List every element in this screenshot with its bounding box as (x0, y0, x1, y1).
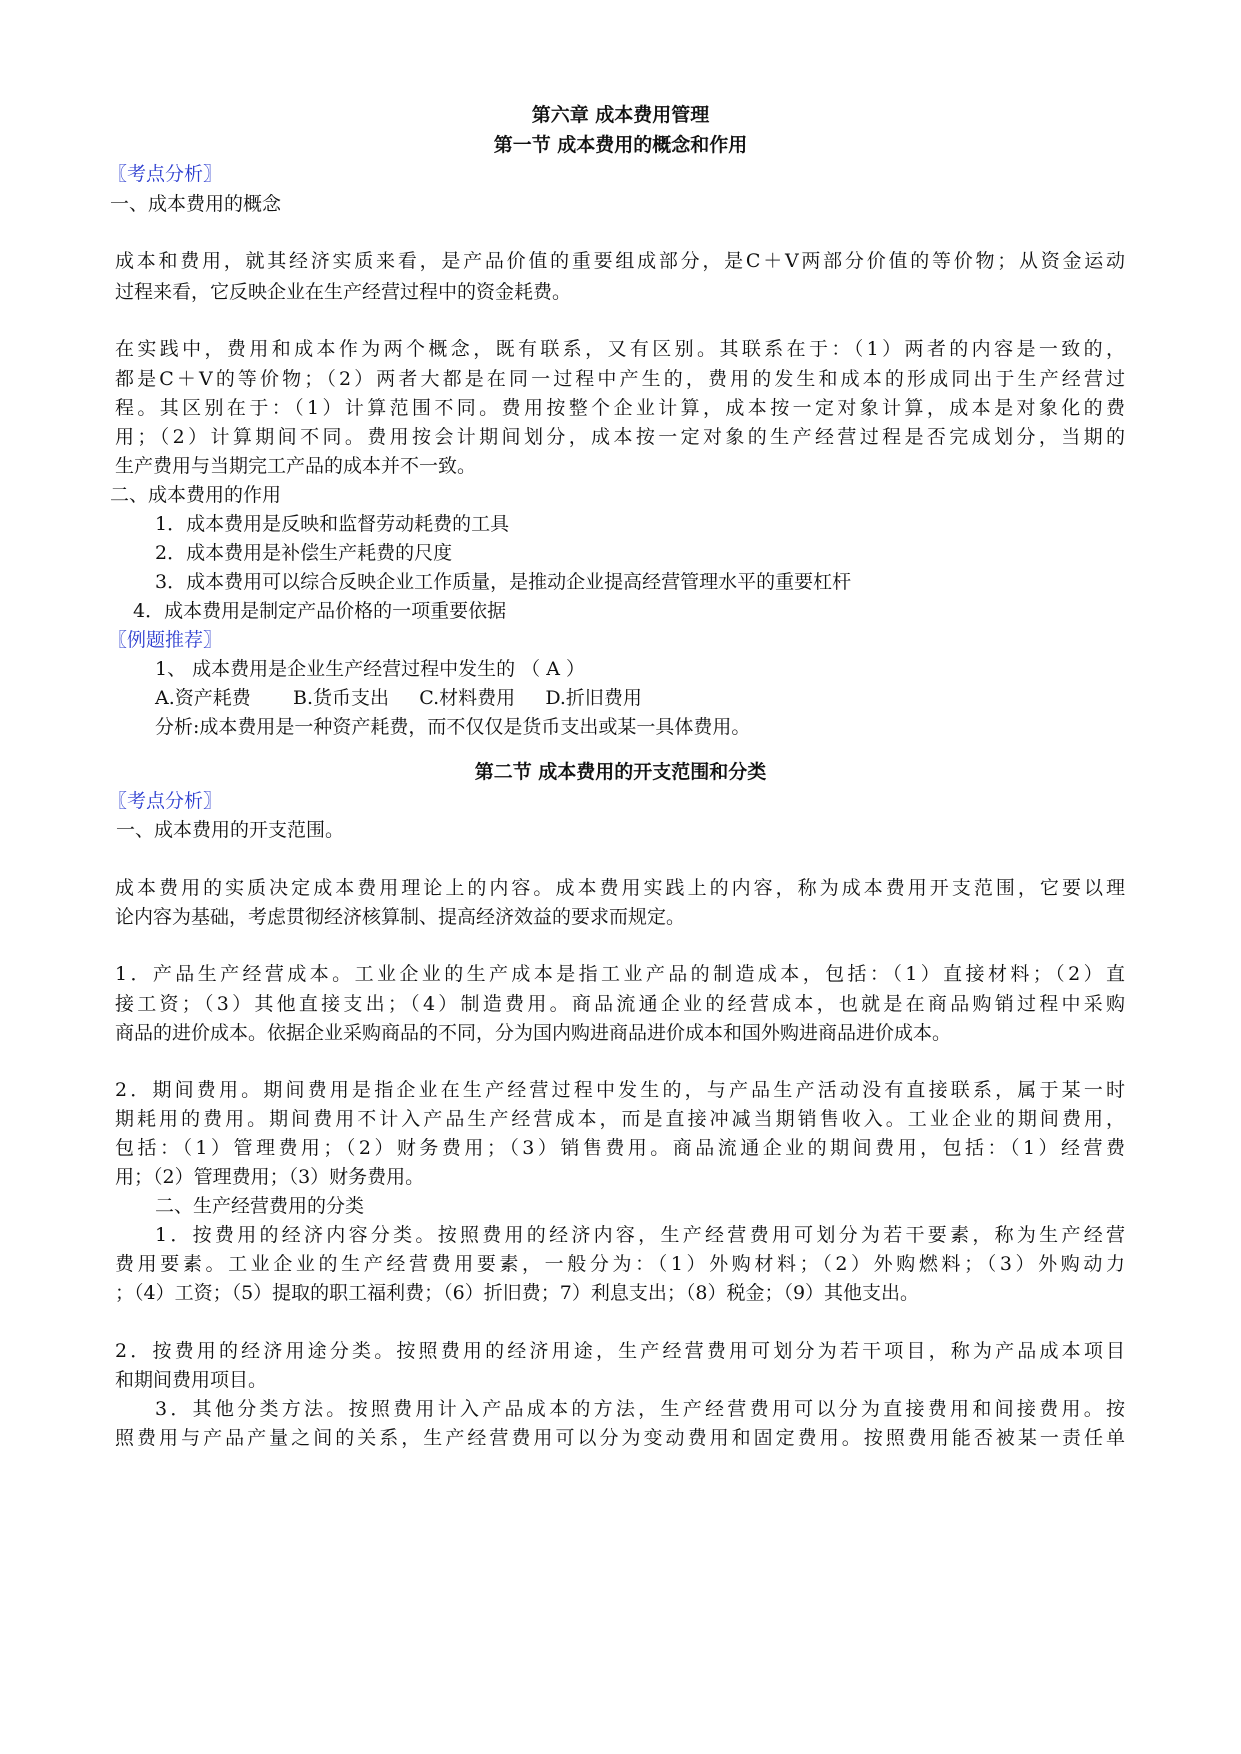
paragraph-line: 生产费用与当期完工产品的成本并不一致。 (115, 455, 477, 477)
paragraph-line: 在实践中，费用和成本作为两个概念，既有联系，又有区别。其联系在于：（1）两者的内容是一致的， (115, 338, 1125, 360)
paragraph-line: 过程来看，它反映企业在生产经营过程中的资金耗费。 (115, 281, 572, 303)
list-item: 2．成本费用是补偿生产耗费的尺度 (155, 542, 453, 564)
list-item: 1．成本费用是反映和监督劳动耗费的工具 (155, 513, 510, 535)
paragraph-line: 费用要素。工业企业的生产经营费用要素，一般分为：（1）外购材料；（2）外购燃料；（3）外购动力 (115, 1253, 1125, 1275)
paragraph-line: 商品的进价成本。依据企业采购商品的不同，分为国内购进商品进价成本和国外购进商品进价成本。 (115, 1022, 952, 1044)
kaodian-heading: 〖考点分析〗 (108, 163, 223, 185)
paragraph-line: 和期间费用项目。 (115, 1369, 268, 1391)
subheading: 二、生产经营费用的分类 (155, 1195, 365, 1217)
list-item: 3．成本费用可以综合反映企业工作质量，是推动企业提高经营管理水平的重要杠杆 (155, 571, 852, 593)
section-1-title: 第一节 成本费用的概念和作用 (493, 134, 748, 156)
paragraph-line: 成本费用的实质决定成本费用理论上的内容。成本费用实践上的内容，称为成本费用开支范围，它要以理 (115, 877, 1125, 899)
chapter-title: 第六章 成本费用管理 (531, 104, 710, 126)
paragraph-line: 用；（2）计算期间不同。费用按会计期间划分，成本按一定对象的生产经营过程是否完成划分，当期的 (115, 426, 1125, 448)
paragraph-line: 成本和费用，就其经济实质来看，是产品价值的重要组成部分，是C＋V两部分价值的等价物；从资金运动 (115, 250, 1125, 272)
paragraph-line: 3．其他分类方法。按照费用计入产品成本的方法，生产经营费用可以分为直接费用和间接费用。按 (155, 1398, 1125, 1420)
subheading: 二、成本费用的作用 (110, 484, 282, 506)
paragraph-line: 论内容为基础，考虑贯彻经济核算制、提高经济效益的要求而规定。 (115, 906, 686, 928)
paragraph-line: 1．按费用的经济内容分类。按照费用的经济内容，生产经营费用可划分为若干要素，称为生产经营 (155, 1224, 1125, 1246)
paragraph-line: 包括：（1）管理费用；（2）财务费用；（3）销售费用。商品流通企业的期间费用，包括：（1）经营费 (115, 1137, 1125, 1159)
kaodian-heading: 〖考点分析〗 (108, 790, 223, 812)
section-2-title: 第二节 成本费用的开支范围和分类 (474, 761, 767, 783)
example-options: A.资产耗费 B.货币支出 C.材料费用 D.折旧费用 (155, 687, 642, 709)
paragraph-line: 都是C＋V的等价物；（2）两者大都是在同一过程中产生的，费用的发生和成本的形成同出于生产经营过 (115, 368, 1125, 390)
example-analysis: 分析:成本费用是一种资产耗费，而不仅仅是货币支出或某一具体费用。 (155, 716, 751, 738)
paragraph-line: 期耗用的费用。期间费用不计入产品生产经营成本，而是直接冲减当期销售收入。工业企业的期间费用， (115, 1108, 1125, 1130)
example-question: 1、 成本费用是企业生产经营过程中发生的 （ A ） (155, 658, 585, 680)
paragraph-line: 2．按费用的经济用途分类。按照费用的经济用途，生产经营费用可划分为若干项目，称为产品成本项目 (115, 1340, 1125, 1362)
paragraph-line: 照费用与产品产量之间的关系，生产经营费用可以分为变动费用和固定费用。按照费用能否被某一责任单 (115, 1427, 1125, 1449)
example-heading: 〖例题推荐〗 (108, 629, 223, 651)
paragraph-line: ；（4）工资；（5）提取的职工福利费；（6）折旧费；7）利息支出；（8）税金；（9）其他支出。 (115, 1282, 920, 1304)
paragraph-line: 接工资；（3）其他直接支出；（4）制造费用。商品流通企业的经营成本，也就是在商品购销过程中采购 (115, 993, 1125, 1015)
paragraph-line: 2．期间费用。期间费用是指企业在生产经营过程中发生的，与产品生产活动没有直接联系，属于某一时 (115, 1079, 1125, 1101)
paragraph-line: 程。其区别在于：（1）计算范围不同。费用按整个企业计算，成本按一定对象计算，成本是对象化的费 (115, 397, 1125, 419)
paragraph-line: 1．产品生产经营成本。工业企业的生产成本是指工业产品的制造成本，包括：（1）直接材料；（2）直 (115, 963, 1125, 985)
paragraph-line: 用；（2）管理费用；（3）财务费用。 (115, 1166, 425, 1188)
subheading: 一、成本费用的概念 (110, 193, 282, 215)
subheading: 一、成本费用的开支范围。 (110, 819, 345, 841)
list-item: 4．成本费用是制定产品价格的一项重要依据 (133, 600, 507, 622)
